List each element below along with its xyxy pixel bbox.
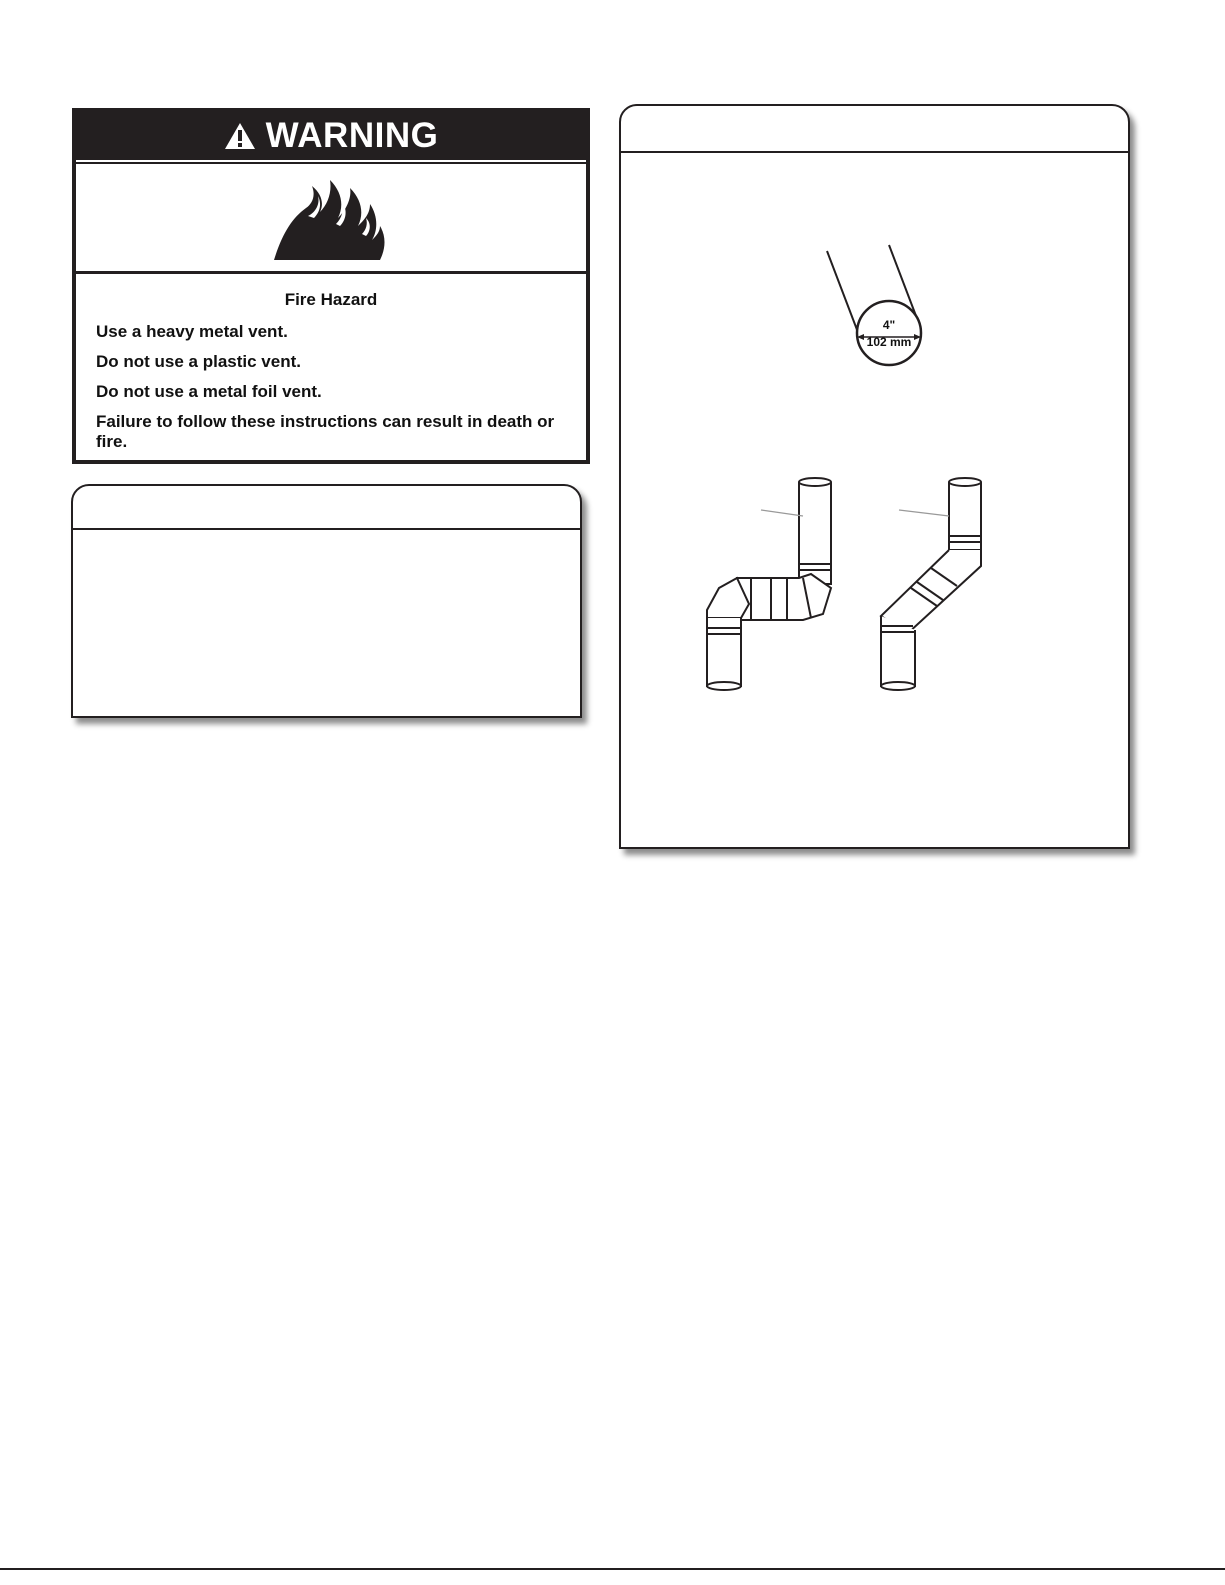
- warning-triangle-icon: [224, 122, 256, 150]
- fire-hazard-warning: [72, 108, 590, 464]
- fire-icon: [272, 174, 390, 262]
- panel-header-divider: [621, 151, 1128, 153]
- warning-title: WARNING: [265, 116, 439, 155]
- page-footer-rule: [0, 1568, 1225, 1570]
- warning-line: Use a heavy metal vent.: [96, 322, 288, 341]
- panel-header-divider: [73, 528, 580, 530]
- info-panel: [71, 484, 582, 718]
- warning-icon-row: [76, 162, 586, 274]
- diameter-mm-label: 102 mm: [866, 335, 912, 349]
- vent-offset-illustrations: [691, 466, 1021, 706]
- warning-header: [76, 112, 586, 160]
- vent-diagram-panel: [619, 104, 1130, 849]
- diameter-inches-label: 4": [882, 318, 896, 332]
- hazard-title: Fire Hazard: [284, 290, 378, 309]
- warning-line: Failure to follow these instructions can result in death or fire.: [96, 412, 555, 451]
- warning-body: [76, 274, 586, 452]
- vent-diameter-illustration: [811, 241, 951, 371]
- warning-line: Do not use a metal foil vent.: [96, 382, 322, 401]
- warning-line: Do not use a plastic vent.: [96, 352, 301, 371]
